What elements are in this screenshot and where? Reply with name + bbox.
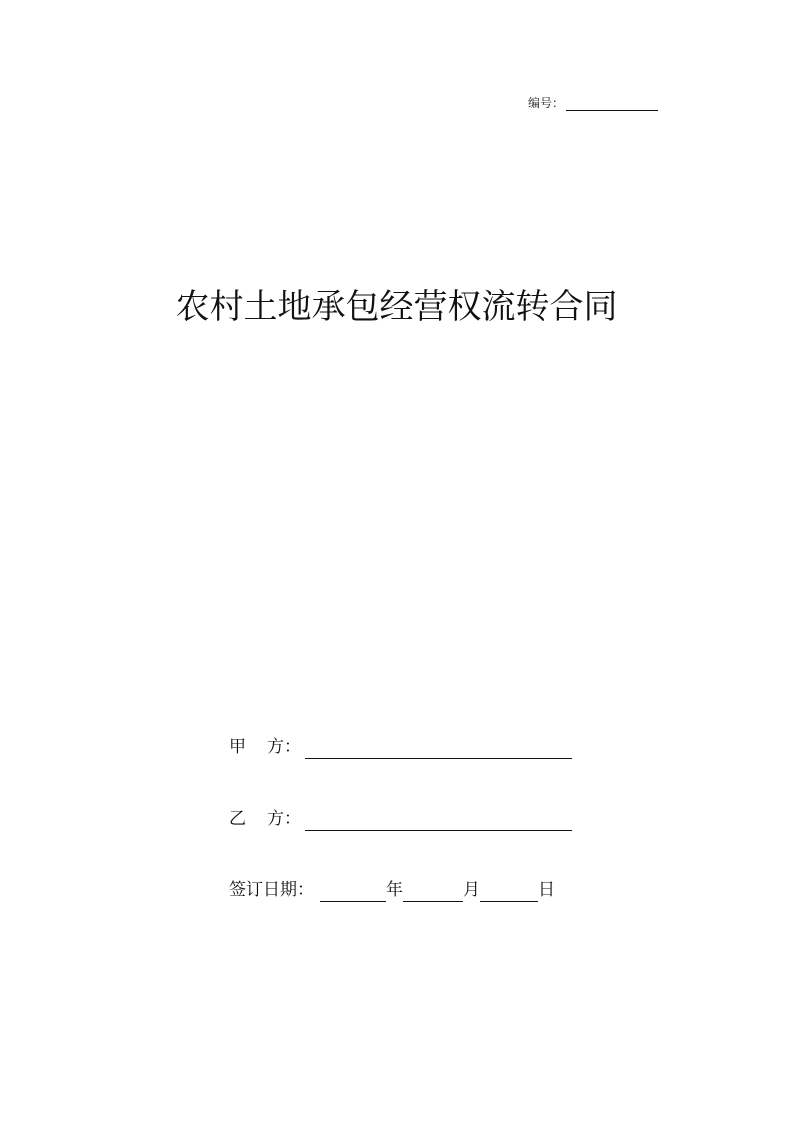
month-blank bbox=[403, 881, 463, 902]
party-a-row bbox=[229, 735, 572, 759]
year-blank bbox=[320, 881, 386, 902]
party-b-label: 乙 bbox=[229, 809, 246, 829]
contract-number-label: 编号： bbox=[528, 96, 565, 110]
party-b-row bbox=[229, 807, 572, 831]
signing-date-row bbox=[229, 878, 555, 902]
party-b-blank bbox=[305, 810, 572, 831]
year-unit: 年 bbox=[386, 880, 403, 900]
party-a-label: 甲 bbox=[229, 737, 246, 757]
day-unit: 日 bbox=[538, 880, 555, 900]
party-a-suffix: 方： bbox=[267, 737, 301, 757]
day-blank bbox=[480, 881, 538, 902]
contract-number-blank bbox=[566, 96, 658, 111]
party-b-suffix: 方： bbox=[267, 809, 301, 829]
party-a-blank bbox=[305, 738, 572, 759]
contract-number bbox=[528, 95, 658, 111]
signing-date-label: 签订日期： bbox=[229, 880, 314, 900]
month-unit: 月 bbox=[463, 880, 480, 900]
document-title: 农村土地承包经营权流转合同 bbox=[175, 287, 618, 327]
